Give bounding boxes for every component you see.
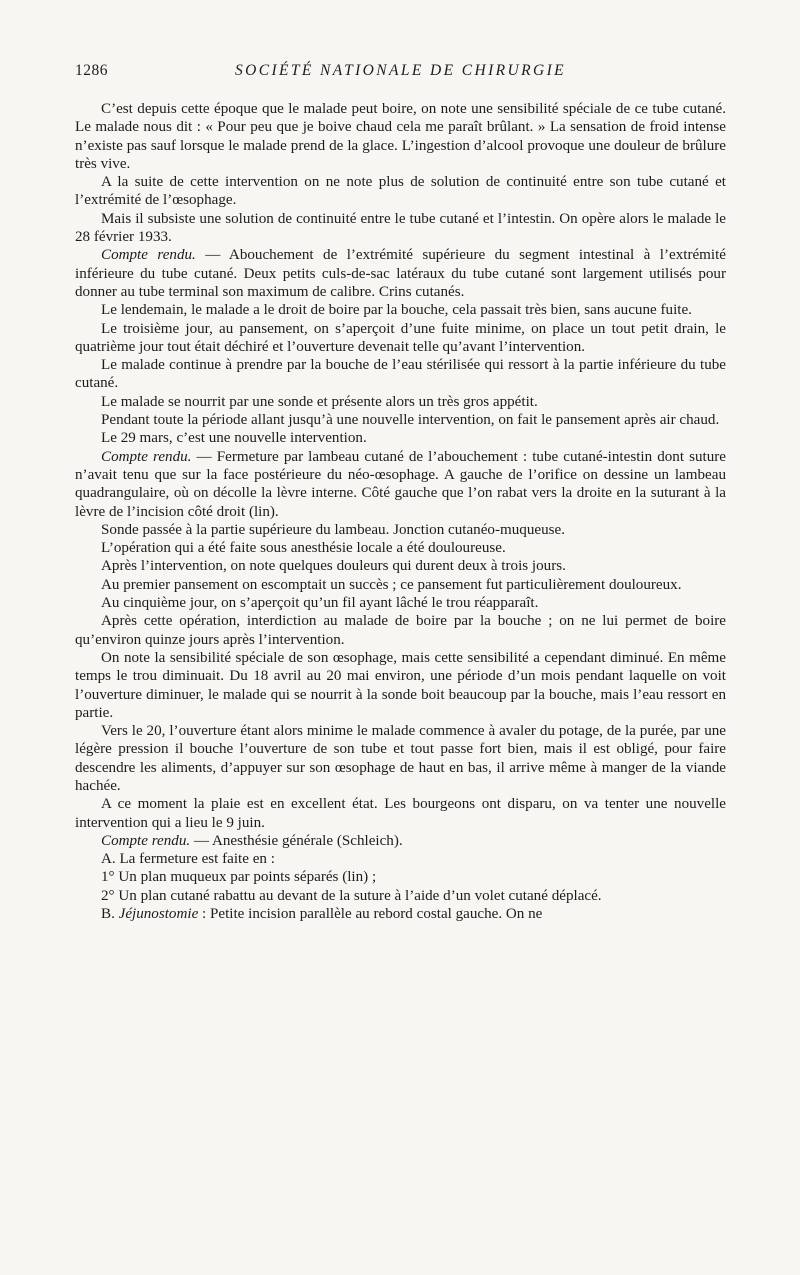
body-text — [75, 100, 726, 923]
paragraph-text: A ce moment la plaie est en excellent état. Les bourgeons ont disparu, on va tenter une nouvelle intervention qui a lieu le 9 juin. — [75, 796, 726, 831]
paragraph — [75, 832, 726, 850]
paragraph-text: 2° Un plan cutané rabattu au devant de la suture à l’aide d’un volet cutané déplacé. — [101, 887, 602, 904]
page-number: 1286 — [75, 62, 108, 79]
paragraph — [75, 905, 726, 923]
paragraph — [75, 868, 726, 886]
paragraph-text: — Anesthésie générale (Schleich). — [190, 832, 403, 849]
paragraph-text: Au premier pansement on escomptait un succès ; ce pansement fut particulièrement douloureux. — [101, 576, 682, 593]
paragraph — [75, 649, 726, 722]
paragraph — [75, 356, 726, 393]
paragraph-text: Mais il subsiste une solution de continuité entre le tube cutané et l’intestin. On opère alors le malade le 28 février 1933. — [75, 210, 726, 246]
paragraph-text: Au cinquième jour, on s’aperçoit qu’un fil ayant lâché le trou réapparaît. — [101, 595, 539, 612]
italic-lead: Compte rendu. — [101, 832, 191, 849]
paragraph — [75, 594, 726, 612]
italic-lead: Compte rendu. — [101, 448, 192, 465]
paragraph — [75, 521, 726, 539]
italic-lead: Jéjunostomie — [118, 906, 199, 923]
paragraph-text: Le malade continue à prendre par la bouche de l’eau stérilisée qui ressort à la partie inférieure du tube cutané. — [75, 357, 726, 392]
paragraph — [75, 100, 726, 173]
paragraph — [75, 539, 726, 557]
paragraph — [75, 795, 726, 832]
paragraph — [75, 301, 726, 319]
paragraph-text: A la suite de cette intervention on ne note plus de solution de continuité entre son tube cutané et l’extrémité de l’œsophage. — [75, 174, 726, 209]
italic-lead: Compte rendu. — [101, 247, 196, 264]
paragraph-text: Le malade se nourrit par une sonde et présente alors un très gros appétit. — [101, 393, 538, 410]
paragraph — [75, 557, 726, 575]
paragraph-text: Après cette opération, interdiction au malade de boire par la bouche ; on ne lui permet de boire qu’environ quinze jours après l’intervention. — [75, 613, 726, 648]
paragraph-text: Vers le 20, l’ouverture étant alors minime le malade commence à avaler du potage, de la purée, par une légère pression il bouche l’ouverture de son tube et tout passe fort bien, mais il est obligé, pour faire descendre les aliments, d’appuyer sur son œsophage de haut en bas, il arrive même à manger de la viande hachée. — [75, 723, 726, 794]
paragraph-text: Le troisième jour, au pansement, on s’aperçoit d’une fuite minime, on place un tout petit drain, le quatrième jour tout était déchiré et l’ouverture devenait telle qu’avant l’intervention. — [75, 320, 726, 355]
paragraph — [75, 850, 726, 868]
paragraph — [75, 393, 726, 411]
paragraph — [75, 320, 726, 357]
paragraph — [75, 448, 726, 521]
paragraph-text: On note la sensibilité spéciale de son œsophage, mais cette sensibilité a cependant diminué. En même temps le trou diminuait. Du 18 avril au 20 mai environ, une période d’un mois pendant laquelle on voit l’ouverture diminuer, le malade qui se nourrit à la sonde boit beaucoup par la bouche, mais l’eau ressort en partie. — [75, 649, 726, 721]
paragraph-text: A. La fermeture est faite en : — [101, 851, 275, 868]
list-marker: B. — [101, 906, 119, 923]
paragraph-text: Pendant toute la période allant jusqu’à une nouvelle intervention, on fait le pansement après air chaud. — [101, 412, 720, 429]
paragraph — [75, 576, 726, 594]
paragraph — [75, 173, 726, 210]
paragraph — [75, 411, 726, 429]
paragraph — [75, 722, 726, 795]
paragraph-text: — Abouchement de l’extrémité supérieure du segment intestinal à l’extrémité inférieure du tube cutané. Deux petits culs-de-sac latéraux du tube cutané sont largement utilisés pour donner au tube terminal son maximum de calibre. Crins cutanés. — [75, 247, 726, 300]
paragraph-text: L’opération qui a été faite sous anesthésie locale a été douloureuse. — [101, 540, 506, 557]
paragraph — [75, 246, 726, 301]
paragraph-text: 1° Un plan muqueux par points séparés (lin) ; — [101, 869, 377, 886]
page-header — [75, 62, 726, 86]
paragraph-text: — Fermeture par lambeau cutané de l’abouchement : tube cutané-intestin dont suture n’avait tenu que sur la face postérieure du néo-œsophage. A gauche de l’orifice on dessine un lambeau quadrangulaire, où on décolle la lèvre interne. Côté gauche que l’on rabat vers la droite en la suturant à la lèvre de l’incision côté droit (lin). — [75, 448, 727, 520]
paragraph — [75, 612, 726, 649]
paragraph-text: Le lendemain, le malade a le droit de boire par la bouche, cela passait très bien, sans aucune fuite. — [101, 302, 692, 319]
paragraph — [75, 210, 726, 247]
paragraph — [75, 429, 726, 447]
paragraph-text: Le 29 mars, c’est une nouvelle intervention. — [101, 430, 367, 447]
paragraph-text: C’est depuis cette époque que le malade peut boire, on note une sensibilité spéciale de ce tube cutané. Le malade nous dit : « Pour peu que je boive chaud cela me paraît brûlant. » La sensation de froid intense n’existe pas sauf lorsque le malade prend de la glace. L’ingestion d’alcool provoque une douleur de brûlure très vive. — [75, 101, 726, 172]
paragraph — [75, 887, 726, 905]
paragraph-text: Après l’intervention, on note quelques douleurs qui durent deux à trois jours. — [101, 558, 566, 575]
paragraph-text: Sonde passée à la partie supérieure du lambeau. Jonction cutanéo-muqueuse. — [101, 521, 565, 538]
paragraph-text: : Petite incision parallèle au rebord costal gauche. On ne — [198, 906, 543, 923]
running-title: SOCIÉTÉ NATIONALE DE CHIRURGIE — [234, 62, 567, 79]
